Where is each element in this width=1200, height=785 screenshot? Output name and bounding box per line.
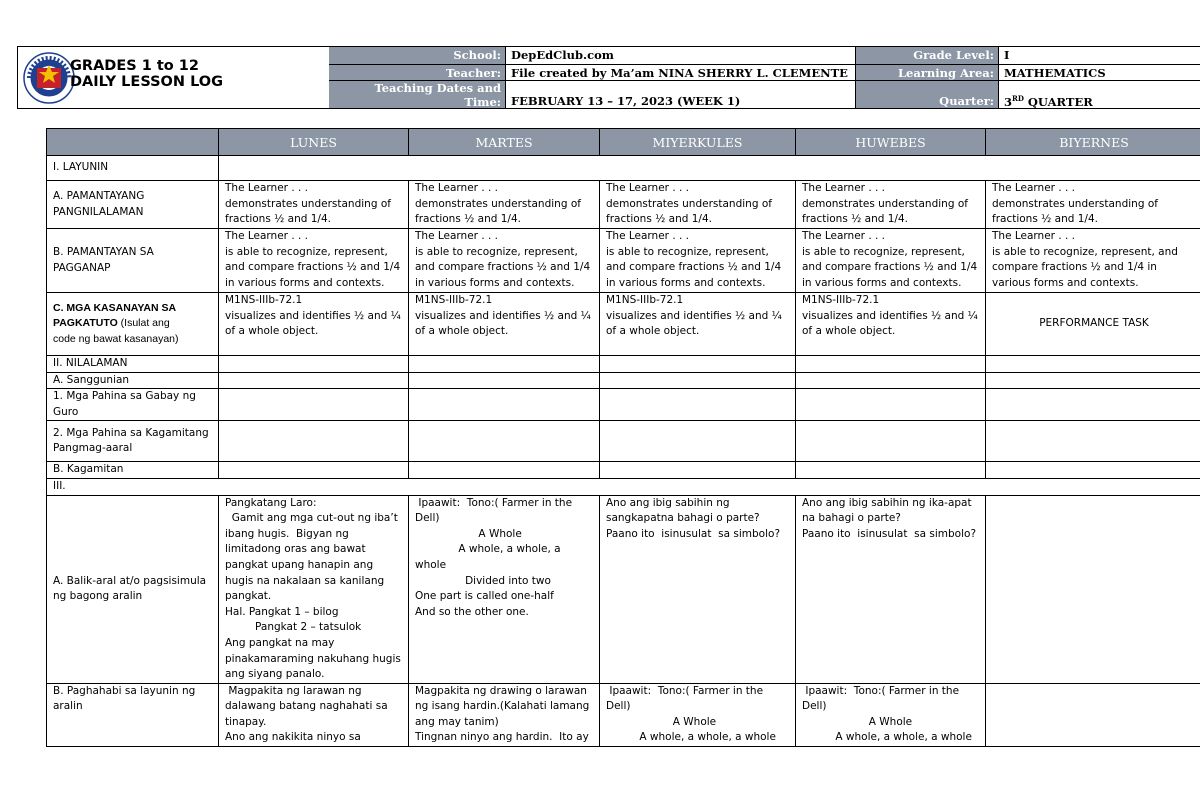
competency-monday: M1NS-IIIb-72.1 visualizes and identifies ½ and ¼ of a whole object. xyxy=(219,293,409,356)
content-standard-label-1: A. PAMANTAYANG xyxy=(53,189,145,202)
competency-label-1: C. MGA KASANAYAN SA xyxy=(53,301,177,314)
teaching-dates-label xyxy=(329,80,505,108)
corner-cell xyxy=(47,129,219,156)
sanggunian-friday xyxy=(986,372,1200,389)
content-standard-wednesday: The Learner . . . demonstrates understanding of fractions ½ and 1/4. xyxy=(600,181,796,229)
learning-area-value: MATHEMATICS xyxy=(998,64,1200,80)
competency-row xyxy=(47,293,1200,356)
lesson-log-table xyxy=(46,128,1200,747)
performance-standard-label-1: B. PAMANTAYAN SA xyxy=(53,245,154,258)
row-label-performance-standard xyxy=(47,229,219,293)
row-label-content-standard xyxy=(47,181,219,229)
nilalaman-row xyxy=(47,356,1200,373)
teaching-dates-label-line1: Teaching Dates and xyxy=(374,81,501,95)
paghahabi-friday xyxy=(986,683,1200,746)
teaching-dates-label-line2: Time: xyxy=(464,95,501,108)
gabay-guro-wednesday xyxy=(600,389,796,421)
gabay-guro-tuesday xyxy=(409,389,600,421)
competency-friday: PERFORMANCE TASK xyxy=(986,293,1200,356)
sanggunian-monday xyxy=(219,372,409,389)
balik-aral-monday: Pangkatang Laro: Gamit ang mga cut-out ng iba’t ibang hugis. Bigyan ng limitadong oras ang bawat pangkat upang hanapin ang hugis na nakalaan sa kanilang pangkat. Hal. Pangkat 1 – bilog Pangkat 2 – tatsulok Ang pangkat na may pinakamaraming nakuhang hugis ang siyang panalo. xyxy=(219,495,409,683)
competency-wednesday: M1NS-IIIb-72.1 visualizes and identifies ½ and ¼ of a whole object. xyxy=(600,293,796,356)
kagamitan-wednesday xyxy=(600,462,796,479)
quarter-label xyxy=(855,80,998,108)
deped-seal-icon xyxy=(23,52,75,104)
title-line-1: GRADES 1 to 12 xyxy=(70,58,199,74)
learning-area-label: Learning Area: xyxy=(855,64,998,80)
competency-label-4: code ng bawat kasanayan) xyxy=(53,332,179,345)
performance-standard-wednesday: The Learner . . . is able to recognize, represent, and compare fractions ½ and 1/4 in various forms and contexts. xyxy=(600,229,796,293)
gabay-guro-friday xyxy=(986,389,1200,421)
content-standard-friday: The Learner . . . demonstrates understanding of fractions ½ and 1/4. xyxy=(986,181,1200,229)
kagamitan-thursday xyxy=(796,462,986,479)
grade-level-value: I xyxy=(998,47,1200,64)
quarter-number: 3 xyxy=(1004,94,1013,108)
kagamitang-friday xyxy=(986,421,1200,462)
competency-label-3: (Isulat ang xyxy=(117,317,170,330)
balik-aral-row xyxy=(47,495,1200,683)
performance-standard-row xyxy=(47,229,1200,293)
competency-label-2: PAGKATUTO xyxy=(53,317,118,330)
quarter-label-text: Quarter: xyxy=(939,94,994,108)
gabay-guro-row xyxy=(47,389,1200,421)
day-header-thursday: HUWEBES xyxy=(796,129,986,156)
kagamitang-monday xyxy=(219,421,409,462)
paghahabi-row xyxy=(47,683,1200,746)
row-label-kagamitang: 2. Mga Pahina sa Kagamitang Pangmag-aaral xyxy=(47,421,219,462)
school-label: School: xyxy=(329,47,505,64)
grade-level-label: Grade Level: xyxy=(855,47,998,64)
kagamitan-row xyxy=(47,462,1200,479)
competency-tuesday: M1NS-IIIb-72.1 visualizes and identifies ½ and ¼ of a whole object. xyxy=(409,293,600,356)
sanggunian-row xyxy=(47,372,1200,389)
content-standard-label-2: PANGNILALAMAN xyxy=(53,205,144,218)
day-header-row xyxy=(47,129,1200,156)
gabay-guro-thursday xyxy=(796,389,986,421)
kagamitan-friday xyxy=(986,462,1200,479)
performance-standard-monday: The Learner . . . is able to recognize, represent, and compare fractions ½ and 1/4 in various forms and contexts. xyxy=(219,229,409,293)
sanggunian-wednesday xyxy=(600,372,796,389)
teaching-dates-text: FEBRUARY 13 – 17, 2023 (WEEK 1) xyxy=(511,94,741,108)
balik-aral-wednesday: Ano ang ibig sabihin ng sangkapatna bahagi o parte? Paano ito isinusulat sa simbolo? xyxy=(600,495,796,683)
row-label-kagamitan: B. Kagamitan xyxy=(47,462,219,479)
row-label-nilalaman: II. NILALAMAN xyxy=(47,356,219,373)
row-label-iii: III. xyxy=(47,478,1200,495)
nilalaman-tuesday xyxy=(409,356,600,373)
row-label-sanggunian: A. Sanggunian xyxy=(47,372,219,389)
kagamitang-thursday xyxy=(796,421,986,462)
row-label-layunin: I. LAYUNIN xyxy=(47,156,219,181)
dll-header xyxy=(17,46,1200,109)
school-value: DepEdClub.com xyxy=(505,47,855,64)
layunin-merged-cell xyxy=(219,156,1200,181)
row-label-paghahabi: B. Paghahabi sa layunin ng aralin xyxy=(47,683,219,746)
sanggunian-thursday xyxy=(796,372,986,389)
teaching-dates-value xyxy=(505,80,855,108)
teacher-value: File created by Ma’am NINA SHERRY L. CLEMENTE xyxy=(505,64,855,80)
nilalaman-thursday xyxy=(796,356,986,373)
content-standard-thursday: The Learner . . . demonstrates understanding of fractions ½ and 1/4. xyxy=(796,181,986,229)
paghahabi-monday: Magpakita ng larawan ng dalawang batang naghahati sa tinapay. Ano ang nakikita ninyo sa xyxy=(219,683,409,746)
row-label-gabay-guro: 1. Mga Pahina sa Gabay ng Guro xyxy=(47,389,219,421)
balik-aral-friday xyxy=(986,495,1200,683)
nilalaman-friday xyxy=(986,356,1200,373)
quarter-value xyxy=(998,80,1200,108)
row-label-competency xyxy=(47,293,219,356)
kagamitang-tuesday xyxy=(409,421,600,462)
day-header-friday: BIYERNES xyxy=(986,129,1200,156)
performance-standard-tuesday: The Learner . . . is able to recognize, represent, and compare fractions ½ and 1/4 in various forms and contexts. xyxy=(409,229,600,293)
title-line-2: DAILY LESSON LOG xyxy=(70,74,224,90)
nilalaman-wednesday xyxy=(600,356,796,373)
row-label-balik-aral: A. Balik-aral at/o pagsisimula ng bagong aralin xyxy=(47,495,219,683)
kagamitang-wednesday xyxy=(600,421,796,462)
paghahabi-tuesday: Magpakita ng drawing o larawan ng isang hardin.(Kalahati lamang ang may tanim) Tingnan ninyo ang hardin. Ito ay xyxy=(409,683,600,746)
logo-area xyxy=(18,47,328,108)
day-header-wednesday: MIYERKULES xyxy=(600,129,796,156)
content-standard-row xyxy=(47,181,1200,229)
gabay-guro-monday xyxy=(219,389,409,421)
competency-thursday: M1NS-IIIb-72.1 visualizes and identifies ½ and ¼ of a whole object. xyxy=(796,293,986,356)
page-title xyxy=(70,58,223,90)
quarter-superscript: RD xyxy=(1012,94,1024,103)
performance-standard-label-2: PAGGANAP xyxy=(53,261,111,274)
balik-aral-thursday: Ano ang ibig sabihin ng ika-apat na bahagi o parte? Paano ito isinusulat sa simbolo? xyxy=(796,495,986,683)
content-standard-monday: The Learner . . . demonstrates understanding of fractions ½ and 1/4. xyxy=(219,181,409,229)
content-standard-tuesday: The Learner . . . demonstrates understanding of fractions ½ and 1/4. xyxy=(409,181,600,229)
balik-aral-tuesday: Ipaawit: Tono:( Farmer in the Dell) A Whole A whole, a whole, a whole Divided into two One part is called one-half And so the other one. xyxy=(409,495,600,683)
teacher-label: Teacher: xyxy=(329,64,505,80)
day-header-tuesday: MARTES xyxy=(409,129,600,156)
layunin-row xyxy=(47,156,1200,181)
paghahabi-wednesday: Ipaawit: Tono:( Farmer in the Dell) A Whole A whole, a whole, a whole xyxy=(600,683,796,746)
kagamitang-row xyxy=(47,421,1200,462)
kagamitan-tuesday xyxy=(409,462,600,479)
paghahabi-thursday: Ipaawit: Tono:( Farmer in the Dell) A Whole A whole, a whole, a whole xyxy=(796,683,986,746)
nilalaman-monday xyxy=(219,356,409,373)
sanggunian-tuesday xyxy=(409,372,600,389)
kagamitan-monday xyxy=(219,462,409,479)
pamamaraan-row xyxy=(47,478,1200,495)
quarter-word: QUARTER xyxy=(1023,94,1093,108)
performance-standard-friday: The Learner . . . is able to recognize, represent, and compare fractions ½ and 1/4 in various forms and contexts. xyxy=(986,229,1200,293)
performance-standard-thursday: The Learner . . . is able to recognize, represent, and compare fractions ½ and 1/4 in various forms and contexts. xyxy=(796,229,986,293)
day-header-monday: LUNES xyxy=(219,129,409,156)
header-info-grid xyxy=(329,47,1200,108)
